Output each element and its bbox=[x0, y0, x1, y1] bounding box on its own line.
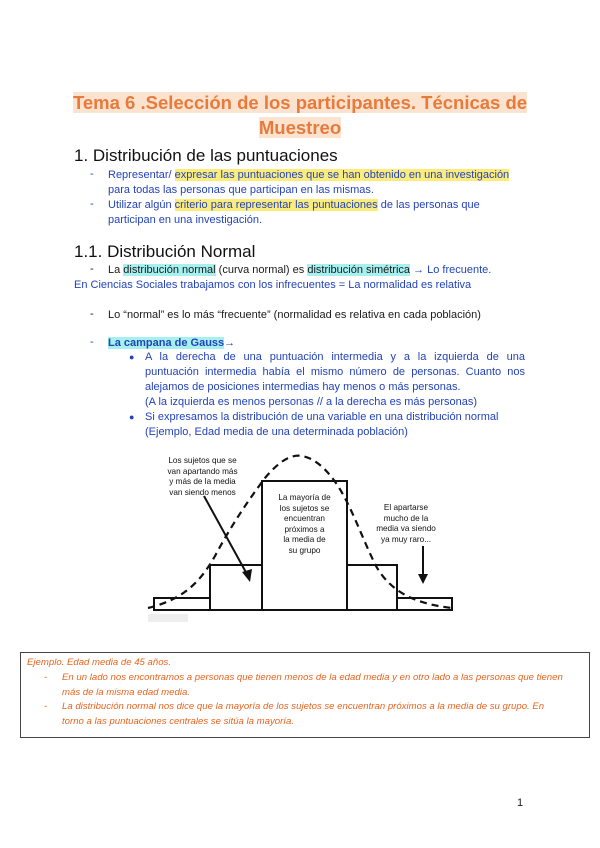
dash-marker: - bbox=[44, 701, 48, 712]
bullet-dot: ● bbox=[129, 412, 135, 422]
diagram-label-left: Los sujetos que se van apartando más y más de la media van siendo menos bbox=[167, 456, 238, 497]
arrow-head-icon bbox=[242, 569, 252, 582]
gauss-heading: La campana de Gauss→ bbox=[108, 337, 236, 349]
section-heading-normal: 1.1. Distribución Normal bbox=[74, 242, 256, 261]
highlight: La campana de Gauss bbox=[108, 337, 225, 349]
example-item: En un lado nos encontramos a personas que tienen menos de la edad media y en otro lado a las personas que tienen más de la misma edad media. bbox=[62, 672, 563, 698]
diagram-label-center: La mayoría de los sujetos se encuentran próximos a la media de su grupo bbox=[278, 493, 331, 555]
page-title bbox=[40, 90, 560, 140]
highlight: expresar las puntuaciones que se han obtenido en una investigación bbox=[174, 169, 510, 181]
highlight: distribución normal bbox=[123, 264, 216, 276]
dash-marker: - bbox=[90, 263, 94, 275]
dash-marker: - bbox=[90, 168, 94, 180]
list-item: Utilizar algún criterio para representar las puntuaciones de las personas que bbox=[108, 199, 480, 211]
list-item: Lo “normal” es lo más “frecuente” (normalidad es relativa en cada población) bbox=[108, 309, 481, 321]
dash-marker: - bbox=[44, 672, 48, 683]
highlight: distribución simétrica bbox=[307, 264, 411, 276]
faint-mark bbox=[148, 614, 188, 622]
list-item: La distribución normal (curva normal) es distribución simétrica → Lo frecuente. bbox=[108, 264, 492, 276]
histogram-block bbox=[210, 565, 262, 610]
dash-marker: - bbox=[90, 336, 94, 348]
list-item-continuation: participan en una investigación. bbox=[108, 214, 263, 226]
note-text: En Ciencias Sociales trabajamos con los infrecuentes = La normalidad es relativa bbox=[74, 279, 472, 291]
histogram-block bbox=[397, 598, 452, 610]
page-number: 1 bbox=[517, 797, 524, 809]
list-item: Representar/ expresar las puntuaciones que se han obtenido en una investigación bbox=[108, 169, 510, 181]
highlight: criterio para representar las puntuaciones bbox=[174, 199, 378, 211]
section-heading-distribucion: 1. Distribución de las puntuaciones bbox=[74, 146, 338, 165]
title-line-2: Muestreo bbox=[258, 117, 342, 138]
example-item: La distribución normal nos dice que la mayoría de los sujetos se encuentran próximos a la media de su grupo. En torno a las puntuaciones centrales se sitúa la mayoría. bbox=[62, 701, 545, 727]
diagram-label-right: El apartarse mucho de la media va siendo ya muy raro... bbox=[376, 503, 436, 544]
arrow-head-icon bbox=[418, 574, 428, 584]
bullet-dot: ● bbox=[129, 352, 135, 362]
dash-marker: - bbox=[90, 198, 94, 210]
bullet-item: Si expresamos la distribución de una variable en una distribución normal (Ejemplo, Edad media de una determinada población) bbox=[145, 411, 499, 438]
histogram-block bbox=[347, 565, 397, 610]
title-line-1: Tema 6 .Selección de los participantes. Técnicas de bbox=[72, 92, 528, 113]
example-title: Ejemplo. Edad media de 45 años. bbox=[27, 657, 171, 668]
bullet-item: A la derecha de una puntuación intermedia y a la izquierda de una puntuación intermedia había el mismo número de personas. Cuanto nos alejamos de posiciones intermedias hay menos o más personas. (A la izquierda es menos personas // a la derecha es más personas) bbox=[145, 351, 525, 408]
dash-marker: - bbox=[90, 308, 94, 320]
list-item-continuation: para todas las personas que participan en las mismas. bbox=[108, 184, 374, 196]
